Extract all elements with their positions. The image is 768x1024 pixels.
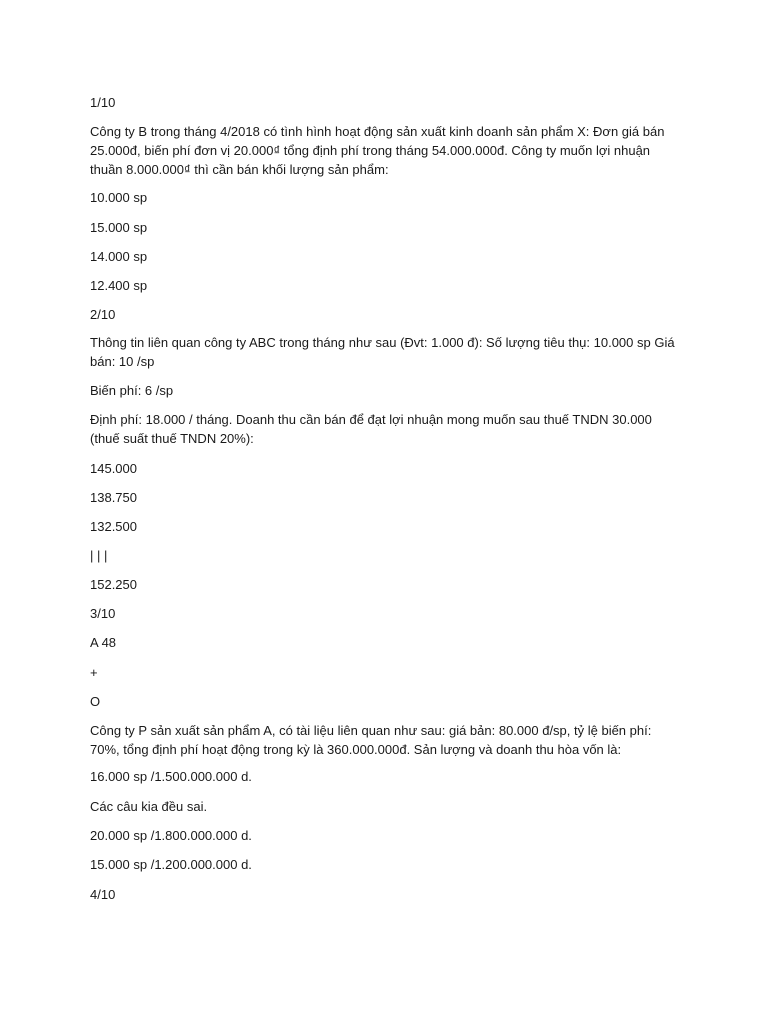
answer-option: Các câu kia đều sai. (90, 799, 208, 814)
answer-option: 20.000 sp /1.800.000.000 d. (90, 828, 252, 843)
question-number-4: 4/10 (90, 887, 116, 902)
question-2-text: Thông tin liên quan công ty ABC trong tháng như sau (Đvt: 1.000 đ): Số lượng tiêu thụ: 10.000 sp Giá bán: 10 /sp (90, 335, 679, 369)
stray-symbol: O (90, 694, 101, 709)
question-1-text: Công ty B trong tháng 4/2018 có tình hình hoạt động sản xuất kinh doanh sản phẩm X: Đơn giá bán 25.000đ, biến phí đơn vị 20.000₫ tổng định phí trong tháng 54.000.000đ. Công ty muốn lợi nhuận thuần 8.000.000₫ thì cần bán khối lượng sản phẩm: (90, 124, 669, 177)
question-number-1: 1/10 (90, 95, 116, 110)
answer-option: 12.400 sp (90, 278, 148, 293)
question-3-text: Công ty P sản xuất sản phẩm A, có tài liệu liên quan như sau: giá bản: 80.000 đ/sp, tỷ lệ biến phí: 70%, tổng định phí hoạt động trong kỳ là 360.000.000đ. Sản lượng và doanh thu hòa vốn là: (90, 723, 655, 757)
question-2-fixed-cost: Định phí: 18.000 / tháng. Doanh thu cần bán để đạt lợi nhuận mong muốn sau thuế TNDN 30.000 (thuế suất thuế TNDN 20%): (90, 412, 656, 446)
stray-symbol: + (90, 665, 98, 680)
answer-option: 14.000 sp (90, 249, 148, 264)
stray-marks: | | | (90, 548, 108, 563)
answer-option: 10.000 sp (90, 190, 148, 205)
answer-option: 132.500 (90, 519, 137, 534)
answer-option: 138.750 (90, 490, 137, 505)
stray-text: A 48 (90, 635, 117, 650)
question-number-2: 2/10 (90, 307, 116, 322)
answer-option: 152.250 (90, 577, 137, 592)
question-number-3: 3/10 (90, 606, 116, 621)
answer-option: 145.000 (90, 461, 137, 476)
answer-option: 15.000 sp /1.200.000.000 d. (90, 857, 252, 872)
question-2-variable-cost: Biến phí: 6 /sp (90, 383, 174, 398)
answer-option: 16.000 sp /1.500.000.000 d. (90, 769, 252, 784)
answer-option: 15.000 sp (90, 220, 148, 235)
